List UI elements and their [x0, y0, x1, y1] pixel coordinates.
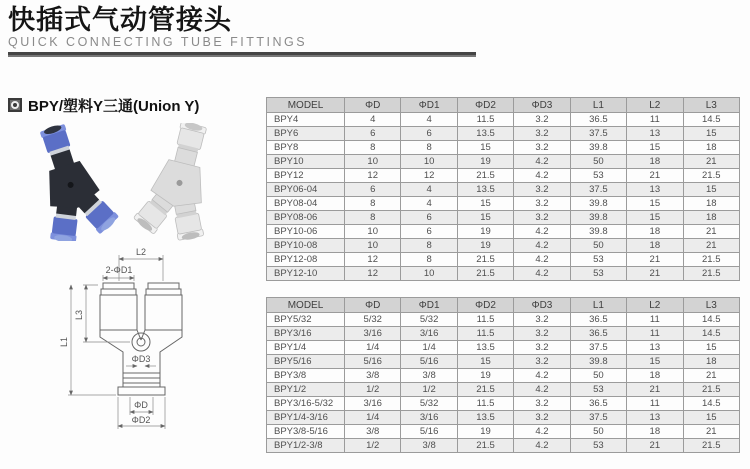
spec-cell: 11: [627, 327, 683, 341]
spec-cell: 15: [683, 411, 739, 425]
spec-cell: 8: [345, 197, 401, 211]
spec-cell: 21.5: [683, 169, 739, 183]
spec-cell: 4.2: [514, 383, 570, 397]
spec-cell: 18: [627, 369, 683, 383]
column-header: L3: [683, 298, 739, 313]
spec-cell: 10: [345, 155, 401, 169]
spec-cell: 37.5: [570, 183, 626, 197]
spec-cell: 12: [345, 267, 401, 281]
spec-cell: BPY4: [267, 113, 345, 127]
spec-cell: BPY10-08: [267, 239, 345, 253]
spec-cell: 4.2: [514, 169, 570, 183]
spec-cell: 39.8: [570, 211, 626, 225]
spec-cell: BPY3/16: [267, 327, 345, 341]
table-row: [267, 211, 740, 225]
spec-cell: 1/4: [345, 411, 401, 425]
column-header: ΦD2: [457, 98, 513, 113]
spec-cell: 3/16: [401, 327, 457, 341]
column-header: L2: [627, 98, 683, 113]
spec-cell: 50: [570, 155, 626, 169]
spec-table-imperial: [266, 297, 740, 453]
table-row: [267, 425, 740, 439]
spec-cell: 36.5: [570, 113, 626, 127]
spec-cell: 13.5: [457, 341, 513, 355]
spec-cell: 15: [683, 183, 739, 197]
dim-label-d2: ΦD2: [131, 415, 151, 425]
spec-column: [266, 57, 742, 464]
spec-cell: BPY12: [267, 169, 345, 183]
column-header: ΦD: [345, 298, 401, 313]
section-title: BPY/塑料Y三通(Union Y): [28, 97, 200, 115]
table-row: [267, 113, 740, 127]
spec-cell: 14.5: [683, 327, 739, 341]
spec-cell: 12: [401, 169, 457, 183]
spec-cell: BPY08-04: [267, 197, 345, 211]
spec-cell: BPY6: [267, 127, 345, 141]
spec-cell: 15: [627, 197, 683, 211]
spec-cell: 21.5: [683, 439, 739, 453]
spec-cell: 50: [570, 425, 626, 439]
spec-cell: 3.2: [514, 211, 570, 225]
spec-cell: 13.5: [457, 183, 513, 197]
spec-table-metric: [266, 97, 740, 281]
spec-cell: 6: [401, 225, 457, 239]
spec-cell: 13: [627, 411, 683, 425]
spec-cell: 21.5: [457, 439, 513, 453]
spec-cell: 3.2: [514, 327, 570, 341]
spec-cell: BPY1/2: [267, 383, 345, 397]
spec-cell: 21.5: [457, 267, 513, 281]
spec-cell: 8: [401, 253, 457, 267]
spec-cell: 6: [345, 183, 401, 197]
spec-cell: 4.2: [514, 225, 570, 239]
spec-cell: 3/8: [401, 439, 457, 453]
spec-cell: 18: [683, 355, 739, 369]
spec-cell: 4.2: [514, 239, 570, 253]
spec-cell: 18: [627, 155, 683, 169]
spec-cell: 3.2: [514, 127, 570, 141]
spec-cell: 5/16: [345, 355, 401, 369]
spec-cell: 37.5: [570, 411, 626, 425]
spec-cell: 53: [570, 267, 626, 281]
spec-cell: BPY12-08: [267, 253, 345, 267]
table-row: [267, 141, 740, 155]
column-header: ΦD: [345, 98, 401, 113]
table-row: [267, 239, 740, 253]
dim-label-d: ΦD: [134, 400, 148, 410]
spec-cell: 3/8: [401, 369, 457, 383]
spec-cell: 6: [345, 127, 401, 141]
spec-cell: 13: [627, 127, 683, 141]
column-header: ΦD1: [401, 98, 457, 113]
table-row: [267, 267, 740, 281]
spec-cell: 36.5: [570, 327, 626, 341]
spec-cell: 18: [627, 239, 683, 253]
spec-cell: 21.5: [457, 169, 513, 183]
spec-cell: 3.2: [514, 113, 570, 127]
spec-cell: 14.5: [683, 113, 739, 127]
spec-cell: 11: [627, 313, 683, 327]
spec-cell: 6: [401, 127, 457, 141]
spec-cell: 21: [627, 253, 683, 267]
spec-cell: 21: [627, 383, 683, 397]
spec-cell: 18: [627, 425, 683, 439]
spec-cell: BPY5/32: [267, 313, 345, 327]
spec-cell: 53: [570, 439, 626, 453]
spec-cell: 14.5: [683, 313, 739, 327]
spec-cell: 18: [683, 211, 739, 225]
spec-cell: 19: [457, 155, 513, 169]
spec-cell: 11.5: [457, 113, 513, 127]
spec-cell: 12: [345, 253, 401, 267]
spec-cell: 4.2: [514, 439, 570, 453]
spec-cell: 19: [457, 369, 513, 383]
spec-cell: 4.2: [514, 425, 570, 439]
spec-cell: 4: [345, 113, 401, 127]
table-row: [267, 341, 740, 355]
page-header: [0, 0, 750, 57]
table-header-row: [267, 98, 740, 113]
spec-cell: 21: [683, 225, 739, 239]
main-content: [0, 57, 750, 464]
spec-cell: BPY1/2-3/8: [267, 439, 345, 453]
spec-cell: BPY5/16: [267, 355, 345, 369]
spec-cell: 3.2: [514, 141, 570, 155]
spec-cell: 4: [401, 183, 457, 197]
table-header-row: [267, 298, 740, 313]
spec-cell: BPY8: [267, 141, 345, 155]
dim-label-d3: ΦD3: [131, 354, 151, 364]
spec-cell: 14.5: [683, 397, 739, 411]
spec-cell: BPY10-06: [267, 225, 345, 239]
spec-cell: 8: [401, 239, 457, 253]
spec-cell: 53: [570, 383, 626, 397]
spec-cell: 4.2: [514, 155, 570, 169]
spec-cell: 3.2: [514, 183, 570, 197]
spec-cell: 15: [457, 211, 513, 225]
spec-cell: 15: [457, 355, 513, 369]
spec-cell: 3/16: [345, 327, 401, 341]
spec-cell: 1/2: [345, 439, 401, 453]
table-row: [267, 183, 740, 197]
column-header: ΦD3: [514, 298, 570, 313]
spec-cell: 4.2: [514, 253, 570, 267]
spec-cell: BPY3/8: [267, 369, 345, 383]
spec-cell: 21: [627, 169, 683, 183]
table-row: [267, 397, 740, 411]
spec-cell: BPY12-10: [267, 267, 345, 281]
spec-cell: 37.5: [570, 127, 626, 141]
table-row: [267, 369, 740, 383]
spec-cell: 50: [570, 369, 626, 383]
spec-cell: 3/8: [345, 369, 401, 383]
spec-cell: 5/32: [401, 397, 457, 411]
table-row: [267, 383, 740, 397]
table-row: [267, 155, 740, 169]
spec-cell: 39.8: [570, 225, 626, 239]
spec-cell: 1/4: [345, 341, 401, 355]
product-column: [8, 57, 266, 464]
spec-cell: BPY3/8-5/16: [267, 425, 345, 439]
spec-cell: 21.5: [683, 267, 739, 281]
spec-cell: 19: [457, 225, 513, 239]
spec-cell: 13: [627, 183, 683, 197]
table-row: [267, 327, 740, 341]
spec-cell: BPY1/4: [267, 341, 345, 355]
white-fitting: [130, 123, 230, 241]
table-row: [267, 253, 740, 267]
spec-cell: 15: [457, 141, 513, 155]
spec-cell: 4.2: [514, 267, 570, 281]
spec-cell: 10: [345, 225, 401, 239]
product-photo: [8, 123, 246, 241]
spec-cell: 21.5: [683, 383, 739, 397]
page-subtitle: QUICK CONNECTING TUBE FITTINGS: [8, 35, 308, 49]
column-header: L3: [683, 98, 739, 113]
spec-cell: 13: [627, 341, 683, 355]
spec-cell: 13.5: [457, 411, 513, 425]
spec-cell: 5/32: [401, 313, 457, 327]
spec-cell: 3/16: [401, 411, 457, 425]
table-row: [267, 197, 740, 211]
spec-cell: BPY06-04: [267, 183, 345, 197]
section-heading: [8, 95, 266, 115]
spec-cell: 5/16: [401, 425, 457, 439]
spec-cell: 15: [627, 211, 683, 225]
spec-cell: 21.5: [457, 383, 513, 397]
dim-label-l3: L3: [74, 309, 84, 321]
spec-cell: 36.5: [570, 313, 626, 327]
spec-cell: 19: [457, 425, 513, 439]
spec-cell: 21: [683, 369, 739, 383]
spec-cell: 4: [401, 197, 457, 211]
fitting-outline: [100, 283, 182, 395]
spec-cell: 21: [627, 439, 683, 453]
spec-cell: 15: [457, 197, 513, 211]
spec-cell: BPY08-06: [267, 211, 345, 225]
spec-cell: 19: [457, 239, 513, 253]
spec-cell: 39.8: [570, 141, 626, 155]
table-row: [267, 439, 740, 453]
spec-cell: 21: [627, 267, 683, 281]
column-header: MODEL: [267, 298, 345, 313]
spec-cell: 10: [401, 155, 457, 169]
spec-cell: 3.2: [514, 397, 570, 411]
dim-label-2d1: 2-ΦD1: [105, 265, 133, 275]
spec-cell: BPY3/16-5/32: [267, 397, 345, 411]
spec-cell: 8: [401, 141, 457, 155]
column-header: L2: [627, 298, 683, 313]
spec-cell: 4: [401, 113, 457, 127]
spec-cell: 21.5: [457, 253, 513, 267]
table-row: [267, 355, 740, 369]
spec-cell: 53: [570, 253, 626, 267]
spec-cell: 3.2: [514, 341, 570, 355]
spec-cell: 5/16: [401, 355, 457, 369]
spec-cell: 18: [683, 141, 739, 155]
spec-cell: 50: [570, 239, 626, 253]
spec-cell: 21: [683, 155, 739, 169]
spec-cell: 3/16: [345, 397, 401, 411]
spec-cell: 10: [401, 267, 457, 281]
spec-cell: 21: [683, 425, 739, 439]
spec-cell: 11: [627, 397, 683, 411]
spec-cell: 21: [683, 239, 739, 253]
spec-cell: 12: [345, 169, 401, 183]
spec-cell: 8: [345, 211, 401, 225]
spec-cell: 6: [401, 211, 457, 225]
column-header: L1: [570, 98, 626, 113]
table-row: [267, 313, 740, 327]
column-header: ΦD3: [514, 98, 570, 113]
dim-label-l1: L1: [59, 336, 69, 348]
spec-cell: 1/2: [401, 383, 457, 397]
spec-cell: 15: [627, 141, 683, 155]
dimension-labels: [59, 247, 150, 425]
column-header: L1: [570, 298, 626, 313]
spec-cell: 3.2: [514, 355, 570, 369]
spec-cell: 15: [627, 355, 683, 369]
spec-cell: 5/32: [345, 313, 401, 327]
table-row: [267, 225, 740, 239]
table-row: [267, 127, 740, 141]
spec-cell: 1/4: [401, 341, 457, 355]
table-row: [267, 169, 740, 183]
spec-cell: 39.8: [570, 197, 626, 211]
spec-cell: 15: [683, 127, 739, 141]
spec-cell: 3.2: [514, 411, 570, 425]
target-square-icon: [8, 98, 22, 112]
black-fitting: [17, 123, 124, 241]
spec-cell: BPY10: [267, 155, 345, 169]
spec-cell: 18: [683, 197, 739, 211]
spec-cell: 11: [627, 113, 683, 127]
technical-drawing: [58, 245, 248, 464]
column-header: MODEL: [267, 98, 345, 113]
spec-cell: 8: [345, 141, 401, 155]
column-header: ΦD2: [457, 298, 513, 313]
spec-cell: 37.5: [570, 341, 626, 355]
spec-cell: 4.2: [514, 369, 570, 383]
spec-cell: 11.5: [457, 397, 513, 411]
dim-label-l2: L2: [135, 247, 147, 257]
table-row: [267, 411, 740, 425]
spec-cell: BPY1/4-3/16: [267, 411, 345, 425]
spec-cell: 36.5: [570, 397, 626, 411]
spec-cell: 3/8: [345, 425, 401, 439]
spec-cell: 10: [345, 239, 401, 253]
column-header: ΦD1: [401, 298, 457, 313]
spec-cell: 39.8: [570, 355, 626, 369]
spec-cell: 13.5: [457, 127, 513, 141]
spec-cell: 15: [683, 341, 739, 355]
spec-cell: 11.5: [457, 327, 513, 341]
page-title: 快插式气动管接头: [8, 5, 232, 35]
spec-cell: 3.2: [514, 197, 570, 211]
spec-cell: 53: [570, 169, 626, 183]
spec-cell: 11.5: [457, 313, 513, 327]
spec-cell: 1/2: [345, 383, 401, 397]
spec-cell: 18: [627, 225, 683, 239]
spec-cell: 21.5: [683, 253, 739, 267]
spec-cell: 3.2: [514, 313, 570, 327]
